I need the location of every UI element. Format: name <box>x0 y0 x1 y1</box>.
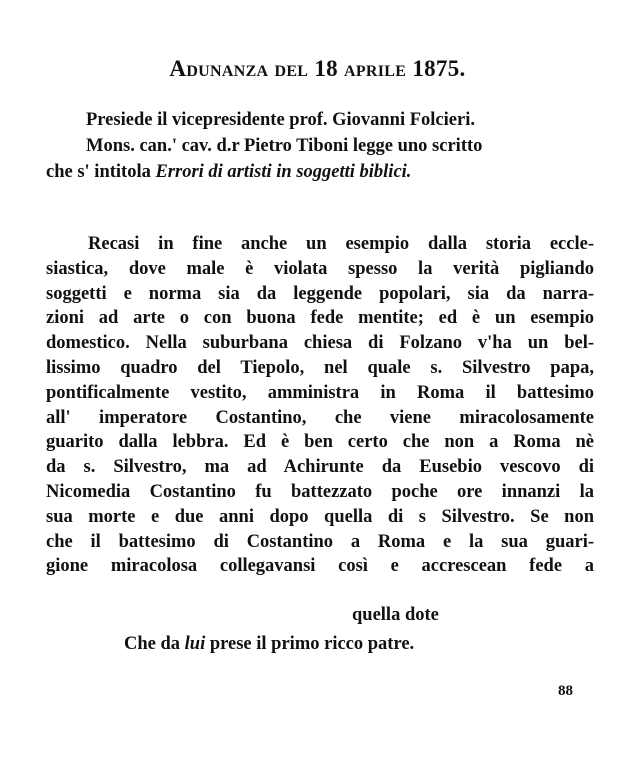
body-line: guarito dalla lebbra. Ed è ben certo che non a Roma nè <box>46 432 594 453</box>
body-line: gione miracolosa collegavansi così e accrescean fede a <box>46 556 594 577</box>
heading-prefix: Adunanza del <box>169 56 309 81</box>
body-line: siastica, dove male è violata spesso la verità pigliando <box>46 258 594 279</box>
intro-line-3 <box>46 162 411 183</box>
intro-line-2: Mons. can.' cav. d.r Pietro Tiboni legge uno scritto <box>86 136 483 156</box>
verse-line-2-end: prese il primo ricco patre. <box>209 634 415 654</box>
verse-line-1: quella dote <box>352 605 439 625</box>
body-text <box>46 232 594 579</box>
body-line: da s. Silvestro, ma ad Achirunte da Eusebio vescovo di <box>46 457 594 478</box>
body-line: che il battesimo di Costantino a Roma e la sua guari- <box>46 531 594 552</box>
heading-day: 18 <box>314 56 338 81</box>
body-line: domestico. Nella suburbana chiesa di Folzano v'ha un bel- <box>46 333 594 354</box>
verse-italic-word: lui <box>184 634 206 654</box>
heading-month: aprile <box>344 56 407 81</box>
body-line: Recasi in fine anche un esempio dalla storia eccle- <box>88 234 594 254</box>
body-line: soggetti e norma sia da leggende popolari, sia da narra- <box>46 283 594 304</box>
body-line: pontificalmente vestito, amministra in Roma il battesimo <box>46 382 594 403</box>
body-line: Nicomedia Costantino fu battezzato poche ore innanzi la <box>46 481 594 502</box>
verse-line-2-start: Che da <box>124 634 181 654</box>
page-number: 88 <box>558 683 573 699</box>
body-line: zioni ad arte o con buona fede mentite; ed è un esempio <box>46 308 594 329</box>
verse-line-2 <box>124 634 414 655</box>
body-line: all' imperatore Costantino, che viene miracolosamente <box>46 407 594 428</box>
body-line: lissimo quadro del Tiepolo, nel quale s. Silvestro papa, <box>46 357 594 378</box>
body-line: sua morte e due anni dopo quella di s Silvestro. Se non <box>46 506 594 527</box>
paper-title: Errori di artisti in soggetti biblici. <box>155 162 412 182</box>
intro-line-1: Presiede il vicepresidente prof. Giovanni Folcieri. <box>86 110 475 130</box>
page-heading <box>0 56 635 82</box>
heading-year: 1875. <box>412 56 466 81</box>
intro-line-3-text: che s' intitola <box>46 162 151 182</box>
